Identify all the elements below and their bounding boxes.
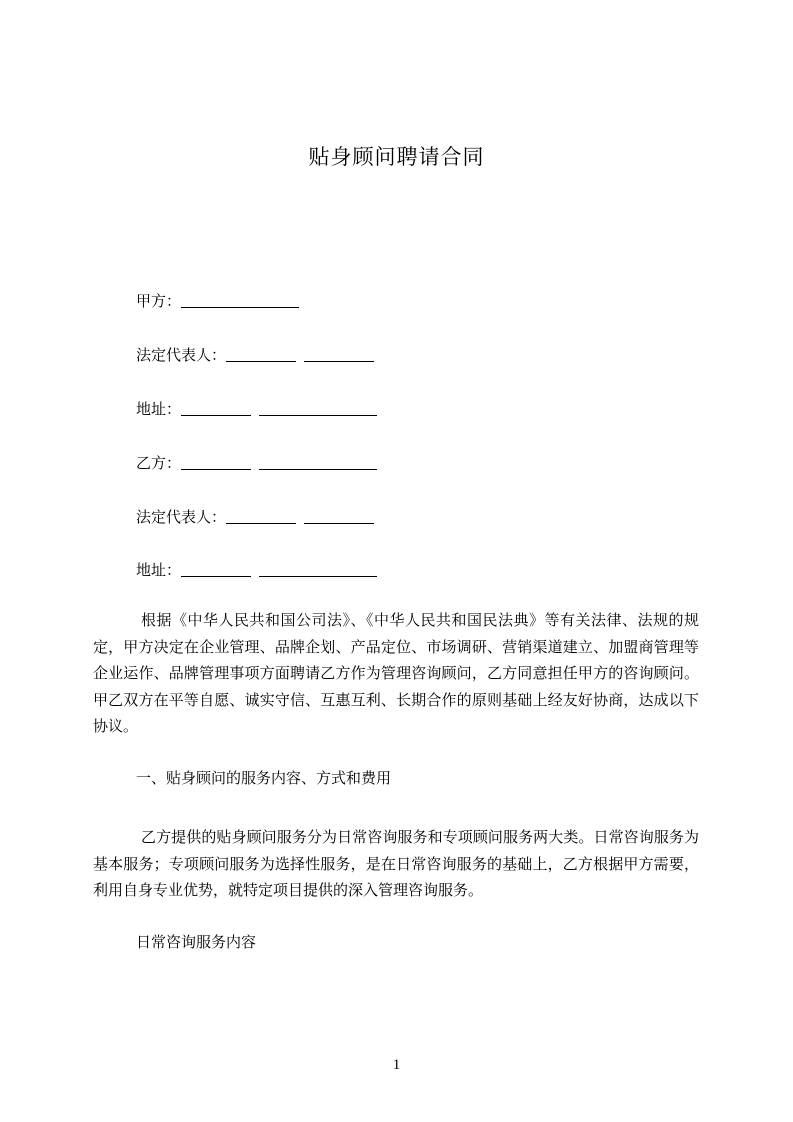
party-a-addr-field	[136, 399, 377, 419]
page-number: 1	[392, 1057, 401, 1073]
party-b-rep-blank-1	[226, 508, 296, 524]
party-b-field	[136, 453, 377, 473]
party-a-rep-field	[136, 345, 374, 365]
party-b-blank-1	[181, 454, 251, 470]
party-a-label: 甲方：	[136, 292, 182, 310]
party-a-field	[136, 291, 299, 311]
party-b-addr-blank-2	[259, 561, 377, 577]
intro-paragraph: 根据《中华人民共和国公司法》、《中华人民共和国民法典》等有关法律、法规的规定，甲方决定在企业管理、品牌企划、产品定位、市场调研、营销渠道建立、加盟商管理等企业运作、品牌管理事项方面聘请乙方作为管理咨询顾问，乙方同意担任甲方的咨询顾问。甲乙双方在平等自愿、诚实守信、互惠互利、长期合作的原则基础上经友好协商，达成以下协议。	[93, 611, 699, 735]
party-a-blank	[181, 292, 299, 308]
party-a-addr-blank-1	[181, 400, 251, 416]
party-b-label: 乙方：	[136, 454, 182, 472]
party-a-rep-blank-2	[304, 346, 374, 362]
daily-service-subheading: 日常咨询服务内容	[136, 933, 257, 951]
section-1-paragraph: 乙方提供的贴身顾问服务分为日常咨询服务和专项顾问服务两大类。日常咨询服务为基本服务；专项顾问服务为选择性服务，是在日常咨询服务的基础上，乙方根据甲方需要，利用自身专业优势，就特定项目提供的深入管理咨询服务。	[93, 828, 699, 899]
party-b-rep-label: 法定代表人：	[136, 508, 227, 526]
party-a-addr-label: 地址：	[136, 400, 182, 418]
party-a-rep-blank-1	[226, 346, 296, 362]
party-b-blank-2	[259, 454, 377, 470]
party-a-rep-label: 法定代表人：	[136, 346, 227, 364]
party-b-addr-field	[136, 560, 377, 580]
section-1-heading: 一、贴身顾问的服务内容、方式和费用	[136, 769, 392, 787]
party-b-addr-label: 地址：	[136, 561, 182, 579]
party-b-rep-field	[136, 507, 374, 527]
party-b-addr-blank-1	[181, 561, 251, 577]
party-b-rep-blank-2	[304, 508, 374, 524]
party-a-addr-blank-2	[259, 400, 377, 416]
document-title: 贴身顾问聘请合同	[308, 145, 485, 169]
